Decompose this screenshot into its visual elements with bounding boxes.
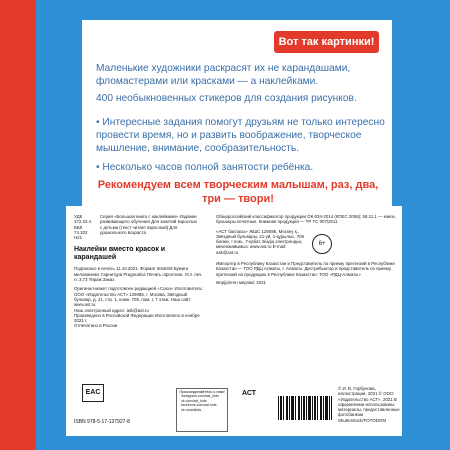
promo-text-4: • Несколько часов полной занятости ребёнка.: [96, 162, 314, 173]
ast-legal-info: «АСТ баспасы» ЖШС 129085, Мәскеу қ., Звёздный бульвары, 21-үй, 1-құрылыс, 705 бөлме, I пом., 7-қабат. Біздің электрондық мекенжайымыз: www.ast.ru E-mail: ask@ast.ru: [216, 228, 305, 255]
imprint-right-column: [216, 214, 396, 285]
social-link-4: ok.ru/astkids: [181, 407, 202, 412]
social-links-box: [176, 388, 228, 432]
barcode-icon: [276, 394, 334, 426]
promo-text-2: 400 необыкновенных стикеров для создания рисунков.: [96, 93, 357, 104]
original-layout-info: Оригинал-макет подготовлен редакцией «Союз» Изготовитель: ООО «Издательство АСТ» 129085, г. Москва, Звёздный бульвар, д. 21, стр. 1, комн. 705, пом. I, 7 этаж. Наш сайт: www.ast.ru: [74, 286, 203, 308]
made-in: Произведено в Российской Федерации Изготовлено в ноябре 2021 г.: [74, 312, 200, 324]
red-side-band: [0, 0, 36, 450]
printing-info: Отпечатано в России: [74, 323, 118, 329]
publisher-email: Наш электронный адрес: ask@ast.ru: [74, 307, 149, 313]
series-info: Серия «Большая книга с наклейками» Издание развивающего обучения Для занятий взрослых с детьми (текст читает взрослый) Для дошкольного возраста: [100, 214, 197, 235]
production-date: Өндірілген мерзімі: 2021: [216, 279, 266, 285]
age-rating-badge: 6+: [312, 234, 332, 254]
social-link-1: instagram.com/ast_kids: [181, 394, 219, 398]
ast-logo: АСТ: [242, 390, 257, 397]
social-links-title: Присоединяйтесь к нам!: [179, 389, 225, 394]
social-link-2: vk.com/ast_kids: [181, 398, 207, 403]
promo-panel: [82, 20, 392, 210]
kz-import-info: Импортер в Республику Казахстан и Представитель по приему претензий в Республике Казахстан — ТОО РДЦ Алматы, г. Алматы. Дистрибьютор и представитель по приему претензий на продукцию в Республике Казахстан: ТОО «РДЦ-Алматы»: [216, 261, 395, 277]
promo-cta: Рекомендуем всем творческим малышам, раз, два, три — твори!: [97, 179, 379, 205]
social-link-3: facebook.com/ast.kids: [181, 403, 217, 408]
isbn: ISBN 978-5-17-137927-8: [74, 419, 130, 425]
print-specs: Подписано в печать 11.10.2021. Формат 60x84/8 Бумага мелованная. Гарнитура Pragmatica Печать офсетная. Усл. печ. л. 3,72 Тираж Заказ: [74, 266, 203, 283]
book-title: Наклейки вместо красок и карандашей: [74, 246, 166, 262]
eac-certification-logo: EAC: [82, 384, 104, 402]
udk-block: [74, 214, 206, 240]
udk-codes: УДК 372.32.4 ББК 74.102 Н21: [74, 214, 92, 241]
imprint-panel: [66, 206, 402, 436]
imprint-left-column: [74, 214, 206, 329]
promo-title: Вот так картинки!: [274, 31, 379, 53]
promo-text-3: • Интересные задания помогут друзьям не только интересно провести время, но и развить воображение, творческое мышление, внимание, сообразительность.: [96, 117, 385, 154]
copyright-info: © И. В. Горбунова, иллюстрации, 2021 © ООО «Издательство АСТ», 2021 В оформлении использованы материалы, предоставленные фотобанком Shutterstock/FOTODOM: [338, 386, 400, 423]
promo-text-1: Маленькие художники раскрасят их не карандашами, фломастерами или красками — а наклейками.: [96, 63, 351, 87]
license-info: Общероссийский классификатор продукции ОК-034-2014 (КПЕС 2008); 58.11.1 — книги, брошюры печатные. Книжная продукция — ТР ТС 007/2011: [216, 214, 396, 225]
